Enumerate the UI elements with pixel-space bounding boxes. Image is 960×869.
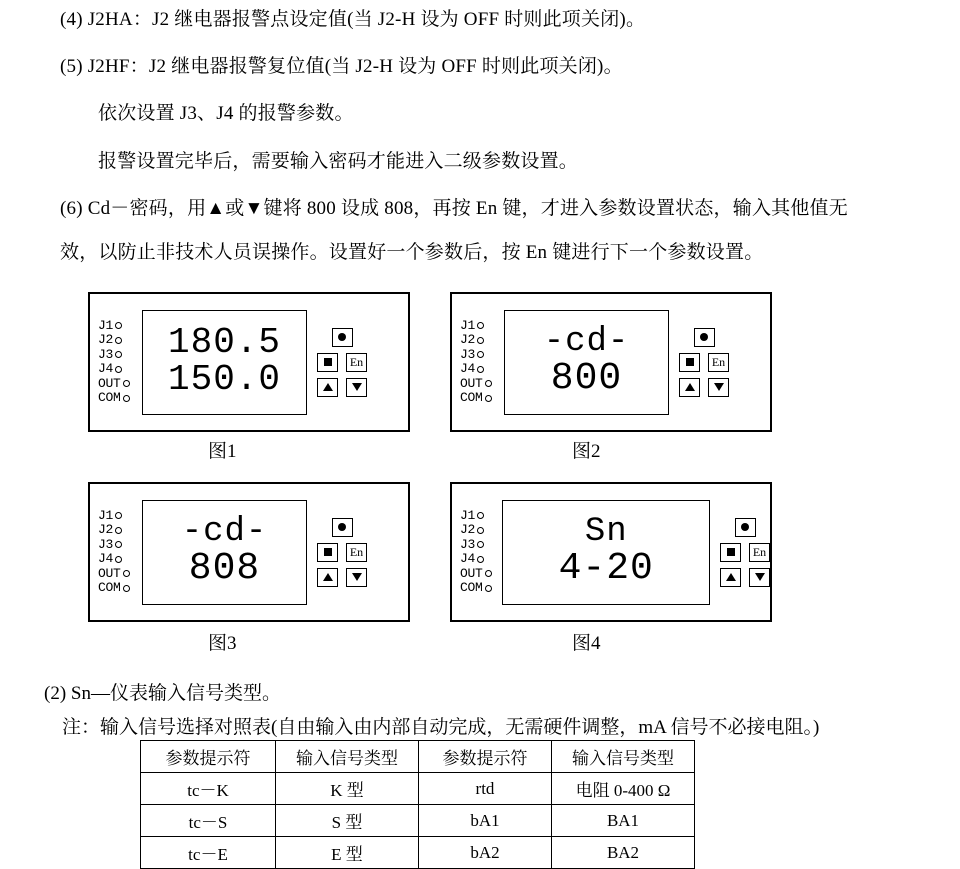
square-key-button[interactable]	[720, 543, 741, 562]
circle-icon	[700, 333, 708, 341]
lamp-indicator-icon	[485, 395, 492, 402]
device-figure-2	[450, 292, 772, 432]
en-key-button[interactable]: En	[749, 543, 770, 562]
down-key-button[interactable]	[346, 378, 367, 397]
paragraph-j2ha: (4) J2HA：J2 继电器报警点设定值(当 J2-H 设为 OFF 时则此项关闭)。	[60, 9, 646, 30]
paragraph-j2hf: (5) J2HF：J2 继电器报警复位值(当 J2-H 设为 OFF 时则此项关闭)。	[60, 56, 623, 77]
lamp-indicator-icon	[477, 541, 484, 548]
lamp-j4: J4	[460, 362, 504, 377]
paragraph-cd-password: (6) Cd－密码，用▲或▼键将 800 设成 808，再按 En 键，才进入参数设置状态，输入其他值无	[60, 198, 848, 219]
lamp-j1: J1	[98, 319, 142, 334]
up-key-button[interactable]	[679, 378, 700, 397]
table-cell: BA1	[552, 805, 695, 837]
keypad	[679, 328, 729, 397]
lamp-com: COM	[460, 581, 502, 596]
display-line-1: 180.5	[167, 322, 282, 364]
table-header-cell: 参数提示符	[419, 741, 552, 773]
triangle-up-icon	[685, 383, 695, 391]
lamp-indicator-icon	[477, 351, 484, 358]
table-cell: E 型	[276, 837, 419, 869]
table-header-cell: 输入信号类型	[552, 741, 695, 773]
circle-icon	[741, 523, 749, 531]
lamp-column	[452, 509, 502, 596]
triangle-down-icon	[755, 573, 765, 581]
lamp-com: COM	[98, 391, 142, 406]
lamp-indicator-icon	[115, 527, 122, 534]
lamp-j3: J3	[460, 348, 504, 363]
lamp-column	[452, 319, 504, 406]
square-icon	[727, 548, 735, 556]
keypad	[317, 518, 367, 587]
table-header-row	[141, 741, 695, 773]
table-cell: bA1	[419, 805, 552, 837]
lamp-out: OUT	[98, 567, 142, 582]
lamp-indicator-icon	[115, 337, 122, 344]
device-figure-4	[450, 482, 772, 622]
display-line-2: 4-20	[558, 546, 654, 590]
lamp-indicator-icon	[123, 380, 130, 387]
table-row	[141, 805, 695, 837]
en-key-button[interactable]: En	[346, 353, 367, 372]
paragraph-cd-password-cont: 效，以防止非技术人员误操作。设置好一个参数后，按 En 键进行下一个参数设置。	[60, 242, 764, 263]
square-key-button[interactable]	[679, 353, 700, 372]
lamp-j1: J1	[460, 319, 504, 334]
table-cell: tc－K	[141, 773, 276, 805]
device-display	[504, 310, 669, 415]
device-figure-1	[88, 292, 410, 432]
lamp-indicator-icon	[123, 395, 130, 402]
paragraph-sn-type: (2) Sn—仪表输入信号类型。	[44, 683, 281, 704]
lamp-indicator-icon	[123, 570, 130, 577]
lamp-indicator-icon	[477, 322, 484, 329]
table-cell: tc－S	[141, 805, 276, 837]
display-line-2: 808	[188, 546, 261, 590]
table-row	[141, 837, 695, 869]
table-cell: tc－E	[141, 837, 276, 869]
triangle-down-icon	[352, 383, 362, 391]
table-header-cell: 参数提示符	[141, 741, 276, 773]
lamp-j3: J3	[460, 538, 502, 553]
lamp-com: COM	[460, 391, 504, 406]
table-cell: K 型	[276, 773, 419, 805]
lamp-out: OUT	[98, 377, 142, 392]
triangle-up-icon	[323, 383, 333, 391]
up-key-button[interactable]	[317, 378, 338, 397]
lamp-indicator-icon	[123, 585, 130, 592]
up-key-button[interactable]	[720, 568, 741, 587]
table-cell: BA2	[552, 837, 695, 869]
lamp-j2: J2	[460, 333, 504, 348]
lamp-out: OUT	[460, 377, 504, 392]
display-line-1: Sn	[584, 513, 628, 552]
device-figure-3	[88, 482, 410, 622]
figure-caption-3: 图3	[208, 633, 237, 654]
triangle-down-icon	[714, 383, 724, 391]
circle-key-button[interactable]	[332, 328, 353, 347]
lamp-j4: J4	[460, 552, 502, 567]
lamp-j2: J2	[98, 523, 142, 538]
lamp-out: OUT	[460, 567, 502, 582]
lamp-j3: J3	[98, 348, 142, 363]
lamp-indicator-icon	[115, 351, 122, 358]
circle-key-button[interactable]	[694, 328, 715, 347]
table-row	[141, 773, 695, 805]
lamp-indicator-icon	[477, 527, 484, 534]
triangle-up-icon	[726, 573, 736, 581]
table-cell: bA2	[419, 837, 552, 869]
lamp-j1: J1	[460, 509, 502, 524]
lamp-indicator-icon	[485, 570, 492, 577]
table-cell: 电阻 0-400 Ω	[552, 773, 695, 805]
lamp-j2: J2	[460, 523, 502, 538]
keypad	[317, 328, 367, 397]
down-key-button[interactable]	[346, 568, 367, 587]
square-icon	[324, 548, 332, 556]
paragraph-table-note: 注：输入信号选择对照表(自由输入由内部自动完成，无需硬件调整，mA 信号不必接电阻。)	[62, 717, 820, 738]
paragraph-j3j4: 依次设置 J3、J4 的报警参数。	[98, 103, 354, 124]
keypad	[720, 518, 770, 587]
down-key-button[interactable]	[749, 568, 770, 587]
lamp-j1: J1	[98, 509, 142, 524]
lamp-indicator-icon	[115, 512, 122, 519]
display-line-2: 150.0	[167, 359, 282, 400]
square-key-button[interactable]	[317, 353, 338, 372]
lamp-column	[90, 509, 142, 596]
table-cell: rtd	[419, 773, 552, 805]
circle-key-button[interactable]	[332, 518, 353, 537]
display-line-1: -cd-	[181, 513, 268, 552]
en-key-button[interactable]: En	[708, 353, 729, 372]
triangle-up-icon	[323, 573, 333, 581]
up-key-button[interactable]	[317, 568, 338, 587]
table-cell: S 型	[276, 805, 419, 837]
lamp-indicator-icon	[477, 556, 484, 563]
lamp-com: COM	[98, 581, 142, 596]
device-display	[142, 500, 307, 605]
lamp-indicator-icon	[485, 380, 492, 387]
lamp-indicator-icon	[477, 366, 484, 373]
lamp-j2: J2	[98, 333, 142, 348]
lamp-indicator-icon	[485, 585, 492, 592]
display-line-2: 800	[550, 356, 623, 400]
lamp-j3: J3	[98, 538, 142, 553]
circle-key-button[interactable]	[735, 518, 756, 537]
square-icon	[324, 358, 332, 366]
signal-type-table	[140, 740, 695, 869]
en-key-button[interactable]: En	[346, 543, 367, 562]
square-key-button[interactable]	[317, 543, 338, 562]
circle-icon	[338, 523, 346, 531]
lamp-indicator-icon	[115, 322, 122, 329]
lamp-j4: J4	[98, 362, 142, 377]
lamp-indicator-icon	[115, 541, 122, 548]
lamp-indicator-icon	[477, 512, 484, 519]
display-line-1: -cd-	[543, 323, 630, 362]
table-header-cell: 输入信号类型	[276, 741, 419, 773]
square-icon	[686, 358, 694, 366]
device-display	[142, 310, 307, 415]
down-key-button[interactable]	[708, 378, 729, 397]
figure-caption-4: 图4	[572, 633, 601, 654]
lamp-indicator-icon	[477, 337, 484, 344]
triangle-down-icon	[352, 573, 362, 581]
figure-caption-2: 图2	[572, 441, 601, 462]
lamp-column	[90, 319, 142, 406]
figure-caption-1: 图1	[208, 441, 237, 462]
lamp-indicator-icon	[115, 366, 122, 373]
lamp-indicator-icon	[115, 556, 122, 563]
paragraph-password-note: 报警设置完毕后，需要输入密码才能进入二级参数设置。	[98, 151, 579, 172]
circle-icon	[338, 333, 346, 341]
device-display	[502, 500, 710, 605]
lamp-j4: J4	[98, 552, 142, 567]
